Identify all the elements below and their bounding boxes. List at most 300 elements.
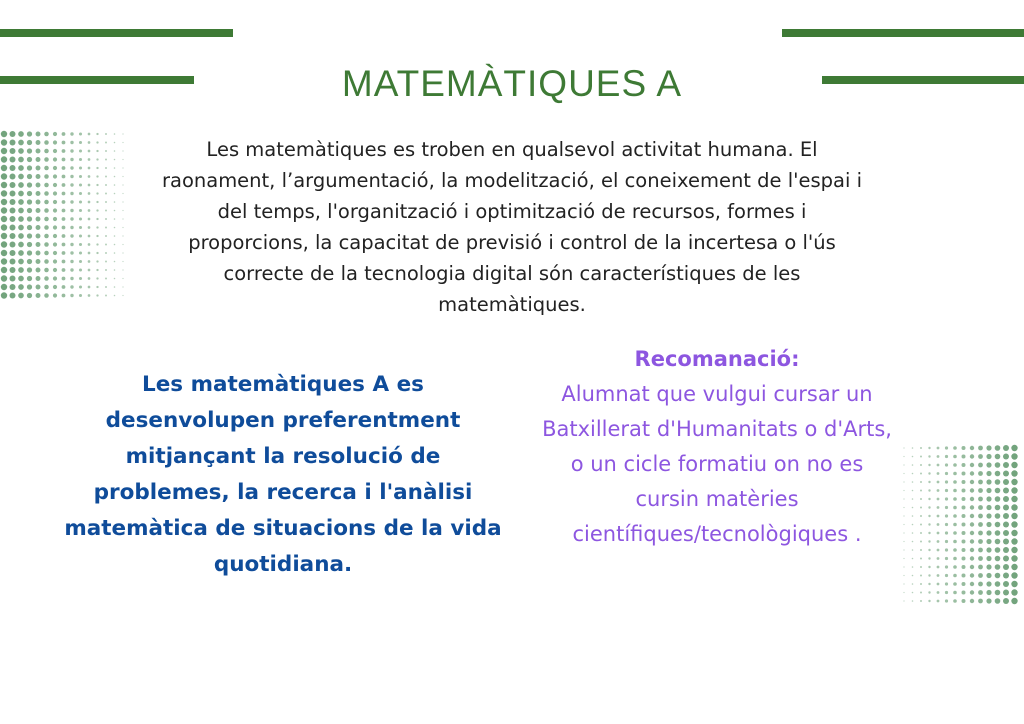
pattern-dot — [937, 498, 940, 501]
pattern-dot — [986, 598, 991, 603]
pattern-dot — [114, 261, 116, 263]
pattern-dot — [18, 233, 24, 239]
pattern-dot — [27, 250, 32, 255]
pattern-dot — [70, 132, 73, 135]
pattern-dot — [978, 548, 983, 553]
pattern-dot — [18, 182, 24, 188]
pattern-dot — [114, 159, 116, 161]
pattern-dot — [96, 260, 98, 262]
pattern-dot — [96, 286, 98, 288]
pattern-dot — [912, 447, 914, 449]
pattern-dot — [920, 575, 922, 577]
pattern-dot — [105, 210, 107, 212]
pattern-dot — [937, 455, 940, 458]
pattern-dot — [96, 243, 98, 245]
pattern-dot — [1003, 530, 1009, 536]
pattern-dot — [978, 480, 983, 485]
pattern-dot — [53, 285, 57, 289]
pattern-dot — [945, 489, 948, 492]
pattern-dot — [114, 286, 116, 288]
pattern-dot — [36, 132, 41, 137]
pattern-dot — [903, 600, 904, 601]
pattern-dot — [70, 175, 73, 178]
pattern-dot — [88, 286, 91, 289]
pattern-dot — [986, 488, 991, 493]
pattern-dot — [978, 463, 983, 468]
pattern-dot — [9, 199, 15, 205]
pattern-dot — [953, 455, 957, 459]
pattern-dot — [1, 199, 7, 205]
pattern-dot — [62, 192, 66, 196]
pattern-dot — [945, 514, 948, 517]
pattern-dot — [912, 507, 914, 509]
pattern-dot — [978, 582, 983, 587]
pattern-dot — [903, 498, 904, 499]
pattern-dot — [27, 208, 32, 213]
pattern-dot — [1011, 462, 1017, 468]
pattern-dot — [978, 531, 983, 536]
pattern-dot — [978, 505, 983, 510]
pattern-dot — [1003, 513, 1009, 519]
pattern-dot — [1011, 470, 1017, 476]
pattern-dot — [920, 507, 922, 509]
pattern-dot — [18, 208, 24, 214]
pattern-dot — [96, 184, 98, 186]
pattern-dot — [903, 447, 904, 448]
pattern-dot — [44, 285, 49, 290]
pattern-dot — [36, 251, 41, 256]
pattern-dot — [9, 131, 15, 137]
pattern-dot — [928, 523, 930, 525]
pattern-dot — [9, 275, 15, 281]
pattern-dot — [18, 242, 24, 248]
pattern-dot — [122, 201, 123, 202]
pattern-dot — [995, 581, 1001, 587]
pattern-dot — [27, 293, 32, 298]
pattern-dot — [978, 454, 983, 459]
pattern-dot — [88, 252, 91, 255]
pattern-dot — [912, 541, 914, 543]
pattern-dot — [44, 242, 49, 247]
pattern-dot — [928, 591, 930, 593]
pattern-dot — [122, 227, 123, 228]
pattern-dot — [88, 175, 91, 178]
pattern-dot — [44, 251, 49, 256]
pattern-dot — [912, 600, 914, 602]
pattern-dot — [995, 462, 1001, 468]
pattern-dot — [903, 532, 904, 533]
pattern-dot — [945, 548, 948, 551]
pattern-dot — [1003, 573, 1009, 579]
pattern-dot — [96, 150, 98, 152]
pattern-dot — [70, 183, 73, 186]
pattern-dot — [937, 523, 940, 526]
pattern-dot — [962, 446, 966, 450]
pattern-dot — [928, 515, 930, 517]
pattern-dot — [970, 565, 974, 569]
pattern-dot — [920, 592, 922, 594]
pattern-dot — [18, 225, 24, 231]
pattern-dot — [79, 294, 82, 297]
pattern-dot — [945, 480, 948, 483]
pattern-dot — [88, 235, 91, 238]
pattern-dot — [36, 268, 41, 273]
pattern-dot — [36, 157, 41, 162]
pattern-dot — [114, 176, 116, 178]
pattern-dot — [920, 481, 922, 483]
pattern-dot — [1, 275, 7, 281]
pattern-dot — [44, 234, 49, 239]
pattern-dot — [79, 217, 82, 220]
pattern-dot — [995, 445, 1001, 451]
pattern-dot — [937, 549, 940, 552]
pattern-dot — [122, 150, 123, 151]
pattern-dot — [105, 218, 107, 220]
pattern-dot — [27, 284, 32, 289]
pattern-dot — [62, 149, 66, 153]
pattern-dot — [18, 174, 24, 180]
pattern-dot — [27, 191, 32, 196]
pattern-dot — [912, 532, 914, 534]
pattern-dot — [953, 514, 957, 518]
pattern-dot — [970, 590, 974, 594]
pattern-dot — [903, 558, 904, 559]
pattern-dot — [1011, 513, 1017, 519]
pattern-dot — [903, 541, 904, 542]
pattern-dot — [27, 174, 32, 179]
pattern-dot — [945, 591, 948, 594]
pattern-dot — [1003, 598, 1009, 604]
pattern-dot — [27, 267, 32, 272]
pattern-dot — [1, 233, 7, 239]
pattern-dot — [937, 574, 940, 577]
pattern-dot — [945, 446, 948, 449]
pattern-dot — [1011, 521, 1017, 527]
pattern-dot — [945, 497, 948, 500]
pattern-dot — [945, 523, 948, 526]
pattern-dot — [920, 456, 922, 458]
pattern-dot — [1011, 572, 1017, 578]
pattern-dot — [62, 175, 66, 179]
pattern-dot — [88, 201, 91, 204]
pattern-dot — [44, 132, 49, 137]
pattern-dot — [9, 224, 15, 230]
pattern-dot — [1, 258, 7, 264]
pattern-dot — [27, 233, 32, 238]
pattern-dot — [62, 243, 66, 247]
pattern-dot — [1011, 453, 1017, 459]
pattern-dot — [953, 540, 957, 544]
pattern-dot — [1003, 522, 1009, 528]
pattern-dot — [1011, 487, 1017, 493]
pattern-dot — [9, 233, 15, 239]
pattern-dot — [122, 278, 123, 279]
pattern-dot — [27, 259, 32, 264]
pattern-dot — [953, 446, 957, 450]
pattern-dot — [920, 583, 922, 585]
pattern-dot — [79, 200, 82, 203]
pattern-dot — [79, 192, 82, 195]
pattern-dot — [986, 581, 991, 586]
pattern-dot — [1003, 454, 1009, 460]
pattern-dot — [53, 251, 57, 255]
pattern-dot — [970, 599, 974, 603]
pattern-dot — [53, 225, 57, 229]
pattern-dot — [79, 209, 82, 212]
pattern-dot — [928, 532, 930, 534]
pattern-dot — [903, 524, 904, 525]
pattern-dot — [70, 217, 73, 220]
pattern-dot — [114, 184, 116, 186]
pattern-dot — [945, 455, 948, 458]
pattern-dot — [44, 276, 49, 281]
pattern-dot — [96, 133, 98, 135]
pattern-dot — [903, 490, 904, 491]
pattern-dot — [1003, 539, 1009, 545]
pattern-dot — [970, 514, 974, 518]
pattern-dot — [920, 558, 922, 560]
pattern-dot — [53, 234, 57, 238]
pattern-dot — [114, 218, 116, 220]
pattern-dot — [1003, 479, 1009, 485]
pattern-dot — [114, 167, 116, 169]
dot-pattern-right — [900, 444, 1024, 606]
pattern-dot — [903, 507, 904, 508]
pattern-dot — [9, 258, 15, 264]
pattern-dot — [96, 141, 98, 143]
pattern-dot — [920, 541, 922, 543]
recommendation-heading: Recomanació: — [634, 347, 800, 371]
description-paragraph: Les matemàtiques A es desenvolupen preferentment mitjançant la resolució de problemes, la recerca i l'anàlisi matemàtica de situacions de la vida quotidiana. — [64, 371, 502, 577]
pattern-dot — [962, 557, 966, 561]
pattern-dot — [70, 260, 73, 263]
pattern-dot — [62, 294, 66, 298]
pattern-dot — [79, 149, 82, 152]
pattern-dot — [114, 278, 116, 280]
pattern-dot — [986, 564, 991, 569]
pattern-dot — [986, 556, 991, 561]
pattern-dot — [53, 157, 57, 161]
pattern-dot — [62, 158, 66, 162]
pattern-dot — [62, 277, 66, 281]
pattern-dot — [62, 141, 66, 145]
pattern-dot — [920, 498, 922, 500]
pattern-dot — [9, 216, 15, 222]
pattern-dot — [928, 557, 930, 559]
pattern-dot — [105, 269, 107, 271]
pattern-dot — [970, 582, 974, 586]
pattern-dot — [1011, 598, 1017, 604]
pattern-dot — [928, 472, 930, 474]
pattern-dot — [70, 166, 73, 169]
pattern-dot — [962, 582, 966, 586]
pattern-dot — [970, 488, 974, 492]
pattern-dot — [96, 269, 98, 271]
pattern-dot — [88, 260, 91, 263]
pattern-dot — [986, 522, 991, 527]
pattern-dot — [1011, 530, 1017, 536]
pattern-dot — [953, 582, 957, 586]
pattern-dot — [122, 235, 123, 236]
pattern-dot — [53, 259, 57, 263]
pattern-dot — [70, 141, 73, 144]
pattern-dot — [27, 165, 32, 170]
pattern-dot — [978, 565, 983, 570]
pattern-dot — [920, 515, 922, 517]
pattern-dot — [962, 523, 966, 527]
pattern-dot — [1, 284, 7, 290]
pattern-dot — [928, 464, 930, 466]
pattern-dot — [978, 599, 983, 604]
pattern-dot — [978, 514, 983, 519]
pattern-dot — [953, 472, 957, 476]
pattern-dot — [995, 496, 1001, 502]
pattern-dot — [1011, 445, 1017, 451]
pattern-dot — [27, 276, 32, 281]
pattern-dot — [928, 583, 930, 585]
pattern-dot — [962, 574, 966, 578]
pattern-dot — [62, 183, 66, 187]
intro-paragraph: Les matemàtiques es troben en qualsevol activitat humana. El raonament, l’argumentació, la modelització, el coneixement de l'espai i del temps, l'organització i optimització de recursos, formes i proporcions, la capacitat de previsió i control de la incertesa o l'ús correcte de la tecnologia digital són característiques de les matemàtiques. — [161, 137, 863, 316]
pattern-dot — [953, 489, 957, 493]
pattern-dot — [970, 463, 974, 467]
pattern-dot — [62, 209, 66, 213]
pattern-dot — [937, 447, 940, 450]
pattern-dot — [62, 166, 66, 170]
pattern-dot — [88, 277, 91, 280]
pattern-dot — [986, 505, 991, 510]
pattern-dot — [1, 207, 7, 213]
pattern-dot — [1, 250, 7, 256]
pattern-dot — [970, 531, 974, 535]
pattern-dot — [44, 140, 49, 145]
pattern-dot — [9, 139, 15, 145]
pattern-dot — [937, 506, 940, 509]
pattern-dot — [986, 479, 991, 484]
pattern-dot — [122, 295, 123, 296]
pattern-dot — [88, 150, 91, 153]
pattern-dot — [105, 193, 107, 195]
pattern-dot — [903, 575, 904, 576]
pattern-dot — [1, 190, 7, 196]
pattern-dot — [1003, 496, 1009, 502]
pattern-dot — [962, 455, 966, 459]
pattern-dot — [1003, 462, 1009, 468]
pattern-dot — [114, 227, 116, 229]
pattern-dot — [9, 241, 15, 247]
pattern-dot — [88, 226, 91, 229]
pattern-dot — [70, 192, 73, 195]
pattern-dot — [912, 464, 914, 466]
pattern-dot — [978, 522, 983, 527]
pattern-dot — [937, 472, 940, 475]
pattern-dot — [53, 183, 57, 187]
pattern-dot — [88, 269, 91, 272]
pattern-dot — [1003, 556, 1009, 562]
pattern-dot — [122, 193, 123, 194]
pattern-dot — [18, 148, 24, 154]
pattern-dot — [953, 557, 957, 561]
pattern-dot — [986, 530, 991, 535]
pattern-dot — [1011, 589, 1017, 595]
pattern-dot — [995, 471, 1001, 477]
pattern-dot — [105, 167, 107, 169]
pattern-dot — [970, 505, 974, 509]
pattern-dot — [44, 174, 49, 179]
pattern-dot — [70, 209, 73, 212]
pattern-dot — [937, 566, 940, 569]
pattern-dot — [70, 268, 73, 271]
pattern-dot — [96, 226, 98, 228]
pattern-dot — [88, 133, 91, 136]
pattern-dot — [928, 566, 930, 568]
pattern-dot — [9, 182, 15, 188]
pattern-dot — [920, 600, 922, 602]
pattern-dot — [953, 480, 957, 484]
pattern-dot — [953, 531, 957, 535]
pattern-dot — [79, 260, 82, 263]
pattern-dot — [114, 193, 116, 195]
pattern-dot — [986, 462, 991, 467]
pattern-dot — [88, 243, 91, 246]
pattern-dot — [945, 574, 948, 577]
pattern-dot — [88, 158, 91, 161]
pattern-dot — [1, 216, 7, 222]
pattern-dot — [1, 139, 7, 145]
pattern-dot — [9, 267, 15, 273]
pattern-dot — [44, 217, 49, 222]
pattern-dot — [105, 261, 107, 263]
pattern-dot — [36, 183, 41, 188]
pattern-dot — [978, 556, 983, 561]
pattern-dot — [36, 225, 41, 230]
pattern-dot — [986, 513, 991, 518]
pattern-dot — [986, 539, 991, 544]
pattern-dot — [945, 506, 948, 509]
pattern-dot — [1003, 445, 1009, 451]
pattern-dot — [36, 276, 41, 281]
pattern-dot — [105, 159, 107, 161]
pattern-dot — [912, 481, 914, 483]
pattern-dot — [79, 141, 82, 144]
pattern-dot — [995, 556, 1001, 562]
pattern-dot — [96, 209, 98, 211]
pattern-dot — [62, 234, 66, 238]
pattern-dot — [953, 548, 957, 552]
pattern-dot — [18, 131, 24, 137]
pattern-dot — [18, 250, 24, 256]
pattern-dot — [912, 473, 914, 475]
pattern-dot — [1003, 471, 1009, 477]
pattern-dot — [962, 565, 966, 569]
pattern-dot — [105, 150, 107, 152]
pattern-dot — [912, 566, 914, 568]
pattern-dot — [928, 447, 930, 449]
pattern-dot — [27, 131, 32, 136]
pattern-dot — [122, 261, 123, 262]
pattern-dot — [970, 573, 974, 577]
pattern-dot — [1, 173, 7, 179]
pattern-dot — [970, 522, 974, 526]
pattern-dot — [122, 218, 123, 219]
pattern-dot — [96, 252, 98, 254]
pattern-dot — [122, 252, 123, 253]
pattern-dot — [70, 243, 73, 246]
pattern-dot — [920, 490, 922, 492]
pattern-dot — [18, 276, 24, 282]
pattern-dot — [953, 497, 957, 501]
pattern-dot — [1011, 555, 1017, 561]
